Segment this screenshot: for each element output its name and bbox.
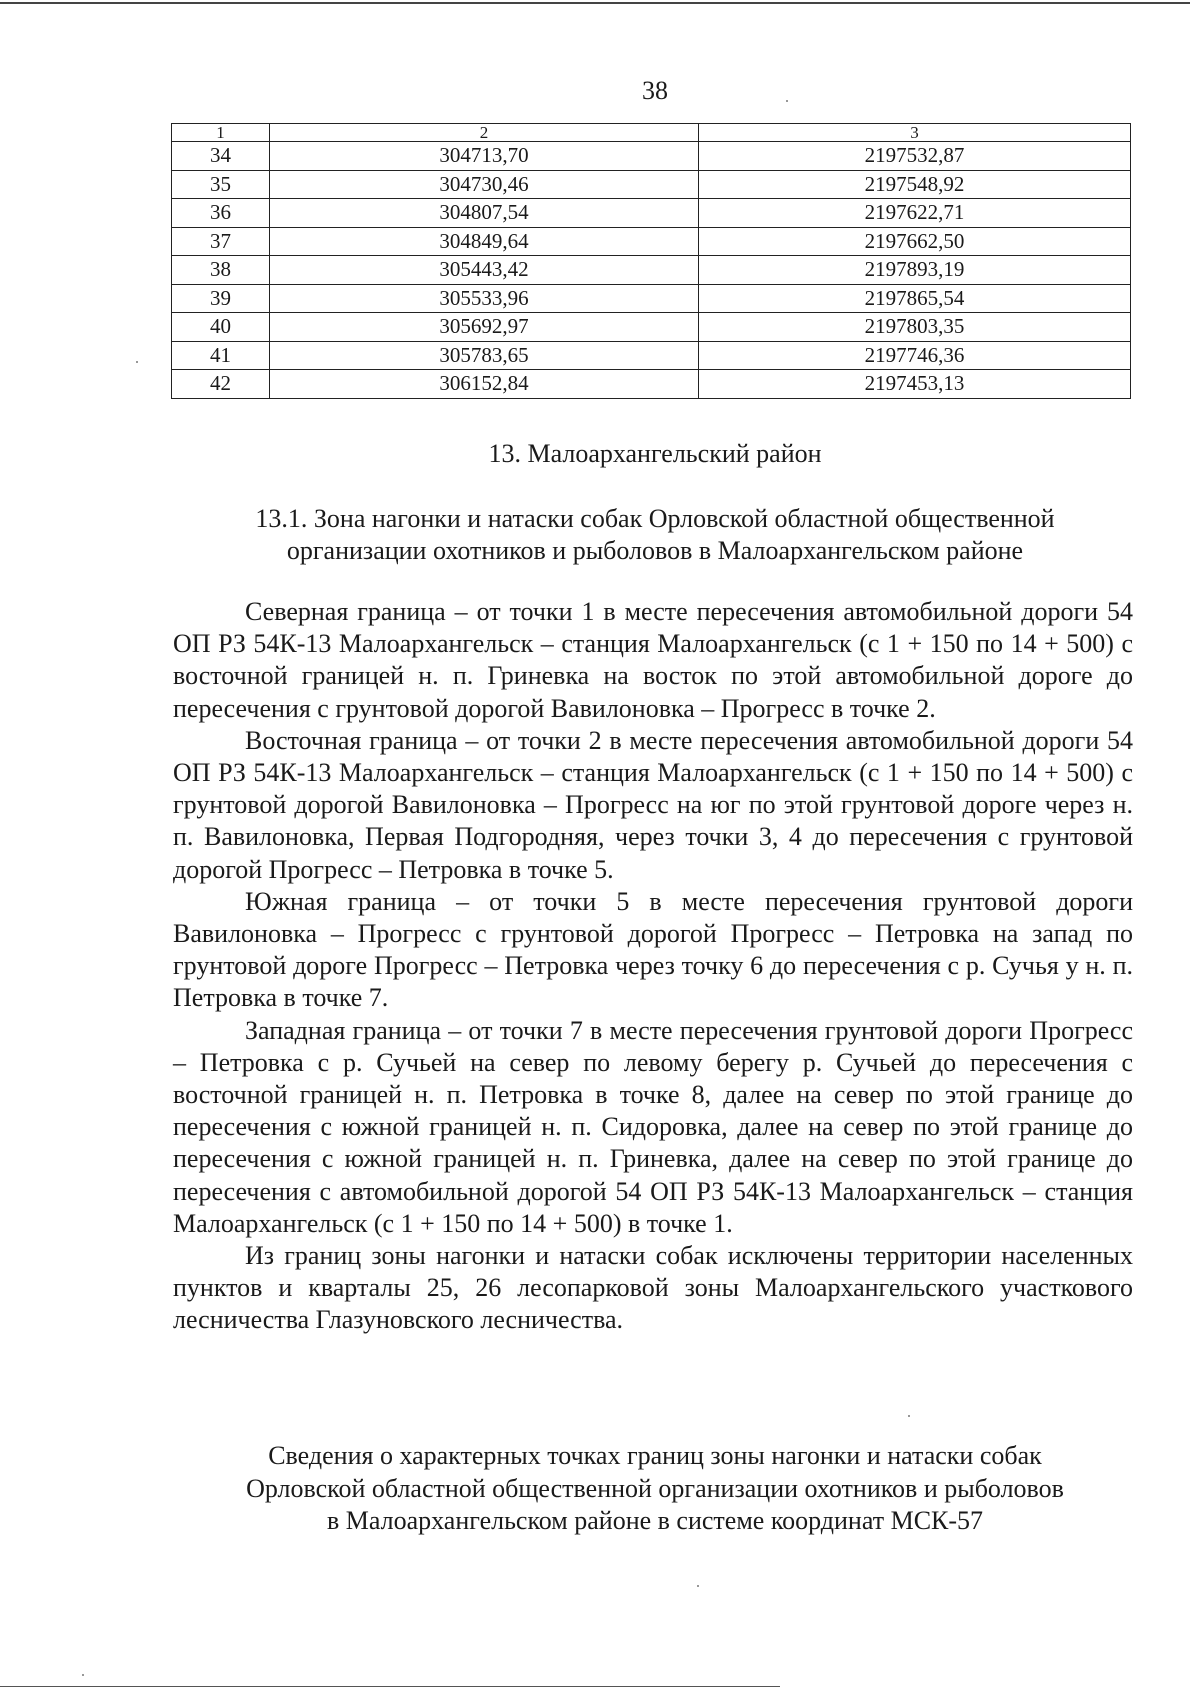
coord-x: 304849,64 (270, 227, 699, 256)
coord-y: 2197532,87 (699, 142, 1131, 171)
coord-y: 2197746,36 (699, 341, 1131, 370)
boundary-description (173, 596, 1133, 1337)
point-number: 39 (172, 284, 270, 313)
points-info-heading-line: Сведения о характерных точках границ зоны нагонки и натаски собак (268, 1441, 1042, 1470)
coordinates-table (171, 123, 1131, 399)
coord-x: 305443,42 (270, 256, 699, 285)
paragraph-south-boundary: Южная граница – от точки 5 в месте пересечения грунтовой дороги Вавилоновка – Прогресс с грунтовой дорогой Прогресс – Петровка на запад по грунтовой дороге Прогресс – Петровка через точку 6 до пересечения с р. Сучья у н. п. Петровка в точке 7. (173, 886, 1133, 1013)
paragraph-exclusions: Из границ зоны нагонки и натаски собак исключены территории населенных пунктов и кварталы 25, 26 лесопарковой зоны Малоархангельского участкового лесничества Глазуновского лесничества. (173, 1241, 1133, 1335)
scan-speck (136, 361, 138, 363)
scan-speck (82, 1674, 84, 1676)
table-row (172, 227, 1131, 256)
coord-x: 305692,97 (270, 313, 699, 342)
points-info-heading-line: в Малоархангельском районе в системе координат МСК-57 (326, 1506, 984, 1535)
table-row (172, 199, 1131, 228)
table-row (172, 142, 1131, 171)
scan-speck (786, 100, 788, 102)
coord-y: 2197662,50 (699, 227, 1131, 256)
point-number: 42 (172, 370, 270, 399)
subsection-title-line: 13.1. Зона нагонки и натаски собак Орловской областной общественной (255, 504, 1055, 533)
coord-y: 2197622,71 (699, 199, 1131, 228)
coord-y: 2197453,13 (699, 370, 1131, 399)
coord-y: 2197803,35 (699, 313, 1131, 342)
coord-x: 305533,96 (270, 284, 699, 313)
table-header-cell: 2 (270, 124, 699, 142)
subsection-title-line: организации охотников и рыболовов в Малоархангельском районе (286, 536, 1024, 565)
points-info-heading (0, 1440, 1200, 1538)
points-info-heading-line: Орловской областной общественной организации охотников и рыболовов (246, 1473, 1064, 1503)
scan-edge-bottom (0, 1686, 780, 1687)
coord-x: 306152,84 (270, 370, 699, 399)
subsection-title (0, 503, 1200, 567)
scan-edge-top (0, 2, 1190, 4)
coord-y: 2197893,19 (699, 256, 1131, 285)
paragraph-east-boundary: Восточная граница – от точки 2 в месте пересечения автомобильной дороги 54 ОП РЗ 54К-13 Малоархангельск – станция Малоархангельск (с 1 + 150 по 14 + 500) с грунтовой дорогой Вавилоновка – Прогресс на юг по этой грунтовой дороге через н. п. Вавилоновка, Первая Подгородняя, через точки 3, 4 до пересечения с грунтовой дорогой Прогресс – Петровка в точке 5. (173, 725, 1133, 884)
coord-x: 304713,70 (270, 142, 699, 171)
scan-speck (697, 1585, 699, 1587)
point-number: 38 (172, 256, 270, 285)
coord-y: 2197865,54 (699, 284, 1131, 313)
scan-speck (908, 1415, 910, 1417)
paragraph-west-boundary: Западная граница – от точки 7 в месте пересечения грунтовой дороги Прогресс – Петровка с р. Сучьей на север по левому берегу р. Сучьей до пересечения с восточной границей н. п. Петровка в точке 8, далее на север по этой границе до пересечения с южной границей н. п. Сидоровка, далее на север по этой границе до пересечения с южной границей н. п. Гриневка, далее на север по этой границе до пересечения с автомобильной дорогой 54 ОП РЗ 54К-13 Малоархангельск – станция Малоархангельск (с 1 + 150 по 14 + 500) в точке 1. (173, 1015, 1133, 1238)
point-number: 34 (172, 142, 270, 171)
coord-y: 2197548,92 (699, 170, 1131, 199)
table-row (172, 341, 1131, 370)
paragraph-north-boundary: Северная граница – от точки 1 в месте пересечения автомобильной дороги 54 ОП РЗ 54К-13 Малоархангельск – станция Малоархангельск (с 1 + 150 по 14 + 500) с восточной границей н. п. Гриневка на восток по этой автомобильной дороге до пересечения с грунтовой дорогой Вавилоновка – Прогресс в точке 2. (173, 597, 1133, 723)
point-number: 36 (172, 199, 270, 228)
coord-x: 304730,46 (270, 170, 699, 199)
point-number: 40 (172, 313, 270, 342)
coord-x: 305783,65 (270, 341, 699, 370)
table-header-cell: 1 (172, 124, 270, 142)
table-row (172, 370, 1131, 399)
table-header-row (172, 124, 1131, 142)
point-number: 41 (172, 341, 270, 370)
table-row (172, 170, 1131, 199)
table-header-cell: 3 (699, 124, 1131, 142)
coord-x: 304807,54 (270, 199, 699, 228)
table-row (172, 313, 1131, 342)
table-row (172, 256, 1131, 285)
section-title: 13. Малоархангельский район (488, 439, 822, 468)
point-number: 37 (172, 227, 270, 256)
point-number: 35 (172, 170, 270, 199)
page-number: 38 (642, 76, 668, 105)
table-row (172, 284, 1131, 313)
